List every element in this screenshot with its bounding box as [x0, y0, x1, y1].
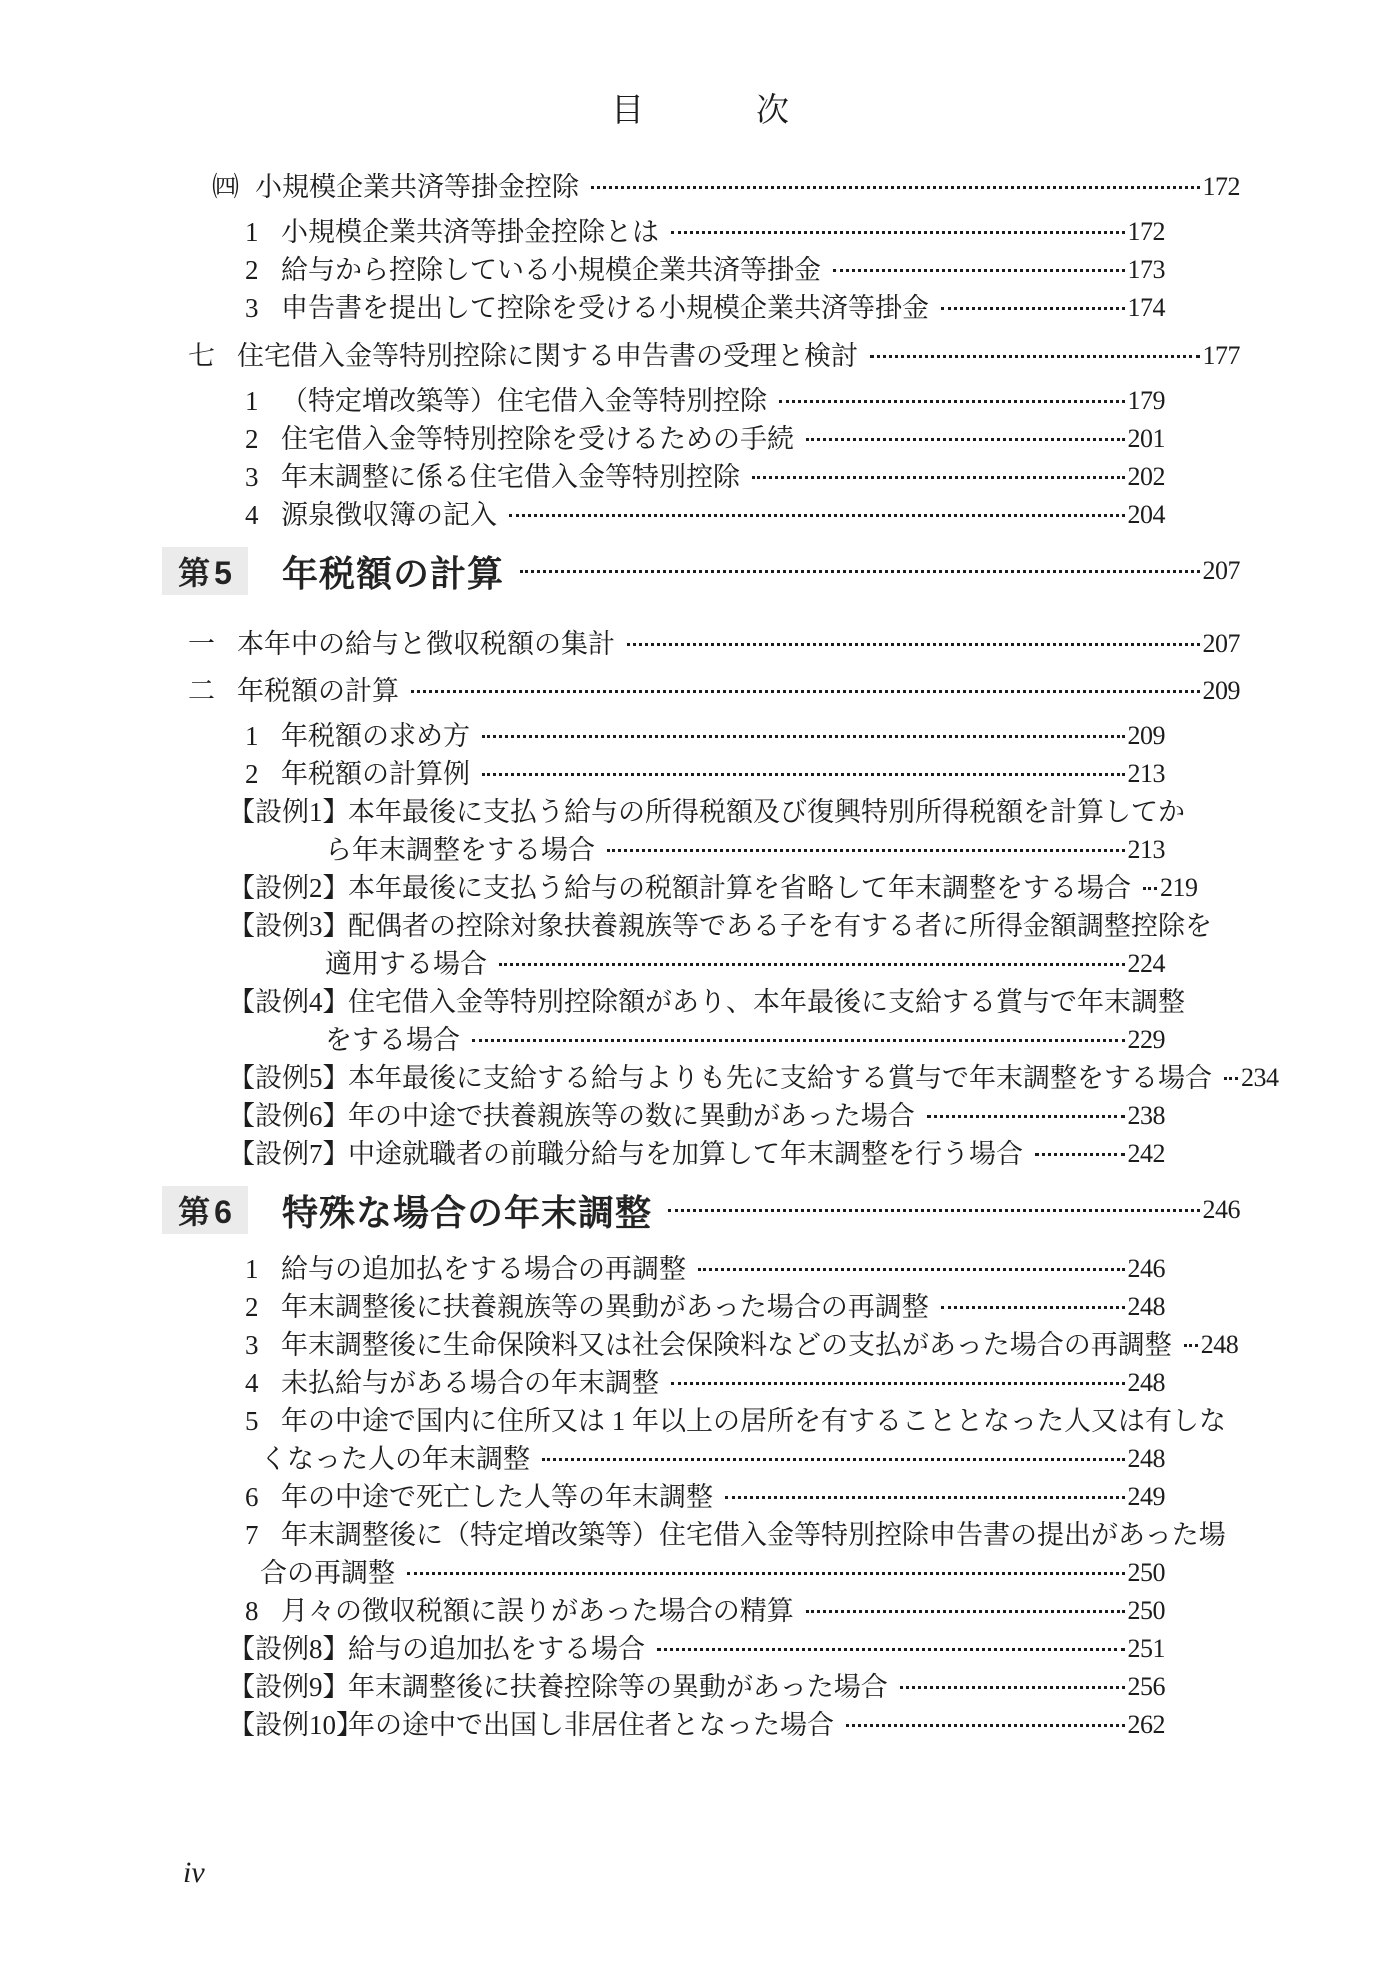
dot-leader	[542, 1458, 1125, 1461]
toc-entry-line	[140, 1364, 1240, 1402]
page-number: 174	[1127, 293, 1165, 322]
dot-leader	[927, 1115, 1125, 1118]
toc-entry-marker: 2	[245, 1292, 259, 1322]
toc-entry-line	[140, 793, 1240, 831]
toc-entry-line	[140, 337, 1240, 375]
toc-entry-text: 給与から控除している小規模企業共済等掛金	[281, 255, 821, 285]
toc-entry-text: 年の中途で死亡した人等の年末調整	[281, 1482, 713, 1512]
toc-entry-text: （特定増改築等）住宅借入金等特別控除	[281, 386, 767, 416]
toc-entry-line	[140, 717, 1240, 755]
page-title-char-2: 次	[756, 93, 789, 129]
dot-leader	[499, 963, 1125, 966]
toc-entry-marker: 3	[245, 462, 259, 492]
dot-leader	[833, 269, 1125, 272]
dot-leader	[482, 735, 1125, 738]
dot-leader	[752, 476, 1125, 479]
page-number: 173	[1127, 255, 1165, 284]
page-number: 250	[1127, 1558, 1165, 1587]
page-number: 224	[1127, 949, 1165, 978]
page-title	[0, 84, 1400, 131]
toc-entry-line	[140, 458, 1240, 496]
toc-entry-line	[140, 382, 1240, 420]
toc-entry-text: 年末調整後に生命保険料又は社会保険料などの支払があった場合の再調整	[281, 1330, 1172, 1360]
toc-entry-chapter	[140, 547, 1240, 595]
toc-entry-marker: 二	[188, 676, 215, 706]
dot-leader	[870, 355, 1200, 358]
toc-entry-line	[140, 420, 1240, 458]
page-number: 179	[1127, 386, 1165, 415]
toc-entry-text: 月々の徴収税額に誤りがあった場合の精算	[281, 1596, 794, 1626]
page-number: 207	[1202, 629, 1240, 658]
page-number: 209	[1202, 676, 1240, 705]
dot-leader	[627, 643, 1200, 646]
dot-leader	[671, 1382, 1125, 1385]
toc-entry-line	[140, 1630, 1240, 1668]
page-title-char-1: 目	[611, 93, 644, 129]
toc-entry-text: 年末調整後に扶養親族等の異動があった場合の再調整	[281, 1292, 929, 1322]
dot-leader	[900, 1686, 1125, 1689]
chapter-title: 年税額の計算	[282, 552, 505, 594]
toc-entry-marker: 1	[245, 721, 259, 751]
toc-entry-line	[140, 1250, 1240, 1288]
toc-entry-marker: 2	[245, 424, 259, 454]
toc-entry-marker: 七	[188, 341, 215, 371]
chapter-number-box: 第6	[162, 1186, 248, 1234]
toc-entry-text: 給与の追加払をする場合	[348, 1634, 645, 1664]
toc-entry-text: 本年最後に支払う給与の税額計算を省略して年末調整をする場合	[348, 873, 1131, 903]
toc-entry-line	[140, 1097, 1240, 1135]
page-number: 201	[1127, 424, 1165, 453]
toc-entry-marker: 4	[245, 500, 259, 530]
dot-leader	[806, 438, 1125, 441]
toc-entry-marker: 【設例1】	[228, 797, 350, 827]
page-number: 242	[1127, 1139, 1165, 1168]
page-number: 204	[1127, 500, 1165, 529]
page-number: 250	[1127, 1596, 1165, 1625]
toc-entry-marker: 【設例8】	[228, 1634, 350, 1664]
toc-entry-marker: 4	[245, 1368, 259, 1398]
toc-entry-text: 配偶者の控除対象扶養親族等である子を有する者に所得金額調整控除を	[348, 911, 1212, 941]
page-number: 172	[1127, 217, 1165, 246]
toc-entry-marker: 7	[245, 1520, 259, 1550]
toc-entry-line	[140, 1021, 1240, 1059]
toc-entry-marker: 1	[245, 1254, 259, 1284]
toc-entry-text: をする場合	[325, 1025, 460, 1055]
dot-leader	[671, 231, 1125, 234]
dot-leader	[1184, 1344, 1198, 1347]
dot-leader	[657, 1648, 1125, 1651]
toc-entry-marker: 2	[245, 255, 259, 285]
toc-entry-line	[140, 289, 1240, 327]
toc-entry-text: 中途就職者の前職分給与を加算して年末調整を行う場合	[348, 1139, 1023, 1169]
toc-entry-text: 本年中の給与と徴収税額の集計	[237, 629, 615, 659]
page-number: 177	[1202, 341, 1240, 370]
toc-entry-marker: 【設例5】	[228, 1063, 350, 1093]
toc-entry-text: 住宅借入金等特別控除に関する申告書の受理と検討	[237, 341, 858, 371]
dot-leader	[607, 849, 1125, 852]
toc-entry-text: 源泉徴収簿の記入	[281, 500, 497, 530]
toc-entry-line	[140, 168, 1240, 206]
toc-entry-text: 合の再調整	[260, 1558, 395, 1588]
toc-entry-text: 年末調整に係る住宅借入金等特別控除	[281, 462, 740, 492]
toc-entry-text: 年の途中で出国し非居住者となった場合	[348, 1710, 834, 1740]
toc-entry-line	[140, 1706, 1240, 1744]
toc-entry-text: 住宅借入金等特別控除額があり、本年最後に支給する賞与で年末調整	[348, 987, 1185, 1017]
dot-leader	[591, 186, 1200, 189]
page-number: 213	[1127, 759, 1165, 788]
dot-leader	[1143, 887, 1157, 890]
page-number: 246	[1127, 1254, 1165, 1283]
page-number: 248	[1127, 1292, 1165, 1321]
toc-entry-text: 年税額の計算例	[281, 759, 470, 789]
toc-entry-line	[140, 945, 1240, 983]
dot-leader	[1035, 1153, 1125, 1156]
dot-leader	[698, 1268, 1125, 1271]
dot-leader	[941, 1306, 1125, 1309]
toc-entry-marker: 【設例6】	[228, 1101, 350, 1131]
toc-entry-line	[140, 1135, 1240, 1173]
page-number: 262	[1127, 1710, 1165, 1739]
toc-entry-text: 申告書を提出して控除を受ける小規模企業共済等掛金	[281, 293, 929, 323]
toc-entry-marker: 【設例9】	[228, 1672, 350, 1702]
toc-entry-line	[140, 1592, 1240, 1630]
toc-entry-text: 適用する場合	[325, 949, 487, 979]
toc-entry-line	[140, 1554, 1240, 1592]
dot-leader	[509, 514, 1125, 517]
toc-entry-line	[140, 1402, 1240, 1440]
page-number: 251	[1127, 1634, 1165, 1663]
toc-entry-text: 本年最後に支給する給与よりも先に支給する賞与で年末調整をする場合	[348, 1063, 1212, 1093]
page-number: 219	[1160, 873, 1198, 902]
toc-entry-text: 年の中途で国内に住所又は 1 年以上の居所を有することとなった人又は有しな	[281, 1406, 1226, 1436]
dot-leader	[472, 1039, 1125, 1042]
toc-entry-marker: 【設例2】	[228, 873, 350, 903]
toc-entry-marker: 6	[245, 1482, 259, 1512]
page-number: 246	[1202, 1195, 1240, 1224]
toc-entry-line	[140, 251, 1240, 289]
page-number: 213	[1127, 835, 1165, 864]
dot-leader	[941, 307, 1125, 310]
folio-page-number: iv	[183, 1856, 205, 1889]
toc-entry-line	[140, 1440, 1240, 1478]
toc-entry-text: くなった人の年末調整	[260, 1444, 530, 1474]
toc-entry-line	[140, 755, 1240, 793]
toc-entry-text: 年末調整後に（特定増改築等）住宅借入金等特別控除申告書の提出があった場	[281, 1520, 1226, 1550]
toc-entry-line	[140, 1326, 1240, 1364]
page-number: 248	[1127, 1368, 1165, 1397]
toc-entry-text: 未払給与がある場合の年末調整	[281, 1368, 659, 1398]
toc-entry-line	[140, 907, 1240, 945]
page-number: 202	[1127, 462, 1165, 491]
page-number: 249	[1127, 1482, 1165, 1511]
toc-entry-marker: 【設例7】	[228, 1139, 350, 1169]
toc-entry-marker: 一	[188, 629, 215, 659]
page-number: 234	[1241, 1063, 1279, 1092]
toc-entry-line	[140, 1478, 1240, 1516]
dot-leader	[482, 773, 1125, 776]
toc-entry-marker: 8	[245, 1596, 259, 1626]
page-number: 238	[1127, 1101, 1165, 1130]
toc-entry-text: 年税額の計算	[237, 676, 399, 706]
toc-entry-line	[140, 672, 1240, 710]
toc-entry-line	[140, 1516, 1240, 1554]
toc-entry-text: 住宅借入金等特別控除を受けるための手続	[281, 424, 794, 454]
dot-leader	[411, 690, 1200, 693]
toc-entry-marker: 5	[245, 1406, 259, 1436]
page-number: 256	[1127, 1672, 1165, 1701]
dot-leader	[520, 570, 1199, 573]
toc-entry-text: 給与の追加払をする場合の再調整	[281, 1254, 686, 1284]
toc-entry-line	[140, 213, 1240, 251]
page-number: 248	[1127, 1444, 1165, 1473]
dot-leader	[779, 400, 1125, 403]
toc-entry-text: 年末調整後に扶養控除等の異動があった場合	[348, 1672, 888, 1702]
toc-entry-line	[140, 1059, 1279, 1097]
chapter-number-box: 第5	[162, 547, 248, 595]
page-number: 172	[1202, 172, 1240, 201]
page-number: 207	[1202, 556, 1240, 585]
page-number: 248	[1200, 1330, 1239, 1359]
toc-entry-marker: 3	[245, 293, 259, 323]
toc-entry-marker: ㈣	[212, 172, 239, 202]
toc-entry-marker: 【設例3】	[228, 911, 350, 941]
toc-entry-line	[140, 831, 1240, 869]
toc-entry-text: 年税額の求め方	[281, 721, 470, 751]
toc-entry-text: ら年末調整をする場合	[325, 835, 595, 865]
toc-entry-marker: 【設例4】	[228, 987, 350, 1017]
dot-leader	[725, 1496, 1125, 1499]
page-number: 229	[1127, 1025, 1165, 1054]
toc-entry-text: 小規模企業共済等掛金控除とは	[281, 217, 659, 247]
toc-entry-line	[140, 1668, 1240, 1706]
dot-leader	[806, 1610, 1125, 1613]
page-number: 209	[1127, 721, 1165, 750]
toc-entry-marker: 3	[245, 1330, 259, 1360]
toc-entry-marker: 1	[245, 386, 259, 416]
dot-leader	[846, 1724, 1125, 1727]
dot-leader	[1224, 1077, 1238, 1080]
toc-entry-line	[140, 1288, 1240, 1326]
dot-leader	[668, 1209, 1199, 1212]
toc-entry-text: 本年最後に支払う給与の所得税額及び復興特別所得税額を計算してか	[348, 797, 1185, 827]
toc-entry-marker: 1	[245, 217, 259, 247]
toc-entry-line	[140, 983, 1240, 1021]
toc-entry-text: 年の中途で扶養親族等の数に異動があった場合	[348, 1101, 915, 1131]
chapter-title: 特殊な場合の年末調整	[282, 1191, 653, 1233]
toc	[140, 168, 1279, 1744]
toc-entry-marker: 【設例10】	[228, 1710, 363, 1740]
toc-entry-chapter	[140, 1186, 1240, 1234]
dot-leader	[407, 1572, 1125, 1575]
toc-entry-line	[140, 869, 1240, 907]
toc-entry-marker: 2	[245, 759, 259, 789]
toc-entry-text: 小規模企業共済等掛金控除	[255, 172, 579, 202]
toc-entry-line	[140, 625, 1240, 663]
toc-entry-line	[140, 496, 1240, 534]
